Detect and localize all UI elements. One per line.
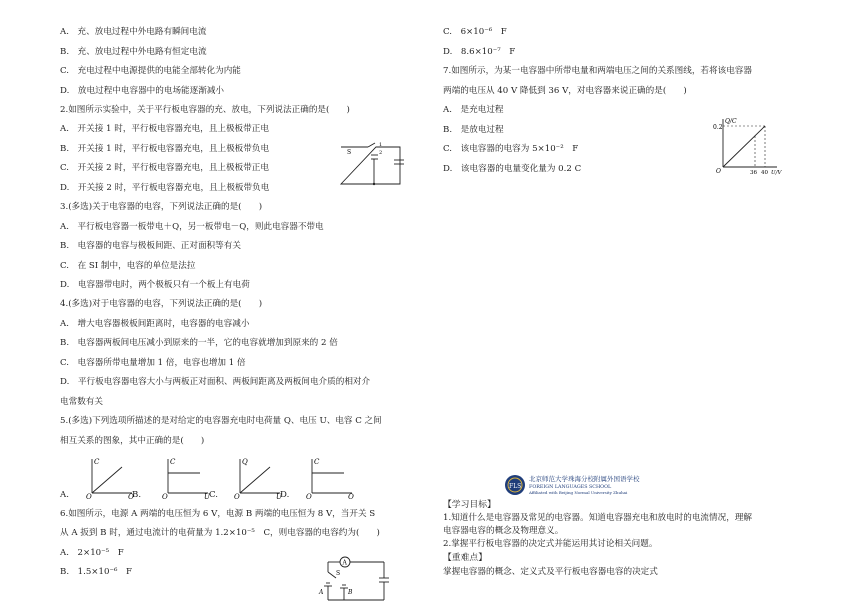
q5-graph-d <box>304 455 356 499</box>
q5b-y-label: C <box>170 458 176 466</box>
q5-option-a: A. <box>60 490 69 500</box>
q5b-origin: O <box>162 493 168 499</box>
q7-origin-label: O <box>716 168 721 175</box>
q7-option-a: A. 是充电过程 <box>443 105 504 115</box>
q7-option-b: B. 是放电过程 <box>443 125 504 135</box>
q2-option-d: D. 开关接 2 时，平行板电容器充电，且上极板带负电 <box>60 183 270 193</box>
q6-option-a: A. 2×10⁻⁵ F <box>60 548 124 558</box>
q1-option-d: D. 放电过程中电容器中的电场能逐渐减小 <box>60 86 225 96</box>
q5-option-c: C. <box>209 490 219 500</box>
q5c-y-label: Q <box>242 458 248 466</box>
q1-option-c: C. 充电过程中电源提供的电能全部转化为内能 <box>60 66 241 76</box>
q7-y-tick-label: 0.2 <box>713 124 723 131</box>
q5c-origin: O <box>234 493 240 499</box>
q7-option-d: D. 该电容器的电量变化量为 0.2 C <box>443 164 582 174</box>
q5-stem-cont: 相互关系的图象，其中正确的是( ) <box>60 436 205 446</box>
q2-option-a: A. 开关接 1 时，平行板电容器充电，且上极板带正电 <box>60 124 269 134</box>
q4-option-c: C. 电容器所带电量增加 1 倍，电容也增加 1 倍 <box>60 358 246 368</box>
q4-stem: 4.(多选)对于电容器的电容，下列说法正确的是( ) <box>60 299 263 309</box>
q4-option-d: D. 平行板电容器电容大小与两板正对面积、两板间距离及两板间电介质的相对介 <box>60 377 371 387</box>
q2-option-c: C. 开关接 2 时，平行板电容器充电，且上极板带正电 <box>60 163 269 173</box>
q2-circuit-diagram <box>338 138 404 186</box>
q4-option-d-cont: 电常数有关 <box>60 397 103 407</box>
q5-option-b: B. <box>132 490 142 500</box>
q2-stem: 2.如图所示实验中，关于平行板电容器的充、放电，下列说法正确的是( ) <box>60 105 350 115</box>
key-points-heading: 【重难点】 <box>443 553 487 563</box>
q5-option-d: D. <box>280 490 290 500</box>
q5d-x-label: Q <box>348 493 354 499</box>
logo-badge-text: FLS <box>509 483 522 490</box>
q5c-x-label: U <box>276 493 282 499</box>
q5-stem: 5.(多选)下列选项所描述的是对给定的电容器充电时电荷量 Q、电压 U、电容 C 之间 <box>60 416 382 426</box>
q6-galvanometer-label: A <box>342 559 347 567</box>
q2-option-b: B. 开关接 1 时，平行板电容器充电，且上极板带负电 <box>60 144 270 154</box>
q1-option-a: A. 充、放电过程中外电路有瞬间电流 <box>60 27 207 37</box>
school-logo <box>505 474 705 496</box>
q6-source-a-label: A <box>319 589 324 596</box>
q5-graph-b <box>160 455 212 499</box>
q6-switch-label: S <box>336 570 341 577</box>
q6-option-c: C. 6×10⁻⁶ F <box>443 27 507 37</box>
q6-circuit-diagram <box>318 548 390 604</box>
q7-x-tick-40: 40 <box>761 170 768 175</box>
q6-stem-cont: 从 A 扳到 B 时，通过电流计的电荷量为 1.2×10⁻⁵ C，则电容器的电容约为( ) <box>60 528 380 538</box>
q5-graph-a <box>84 455 136 499</box>
q5d-y-label: C <box>314 458 320 466</box>
objective-1-cont: 电容器电容的概念及物理意义。 <box>443 526 564 536</box>
q3-option-d: D. 电容器带电时，两个极板只有一个板上有电荷 <box>60 280 250 290</box>
q1-option-b: B. 充、放电过程中外电路有恒定电流 <box>60 47 207 57</box>
q6-stem: 6.如图所示，电源 A 两端的电压恒为 6 V，电源 B 两端的电压恒为 8 V，当开关 S <box>60 509 376 519</box>
q3-option-b: B. 电容器的电容与极板间距、正对面积等有关 <box>60 241 241 251</box>
q6-source-b-label: B <box>348 589 353 596</box>
q4-option-b: B. 电容器两板间电压减小到原来的一半，它的电容就增加到原来的 2 倍 <box>60 338 338 348</box>
q5a-origin: O <box>86 493 92 499</box>
q6-option-d: D. 8.6×10⁻⁷ F <box>443 47 516 57</box>
logo-affiliation: Affiliated with Beijing Normal University Zhuhai <box>529 490 628 495</box>
objectives-heading: 【学习目标】 <box>443 500 496 510</box>
q5b-x-label: U <box>204 493 210 499</box>
q2-contact-1-label: 1 <box>379 142 383 148</box>
school-logo-graphic <box>505 474 705 496</box>
logo-school-name-en: FOREIGN LANGUAGES SCHOOL <box>529 485 612 490</box>
q2-switch-label: S <box>347 149 352 156</box>
q5a-x-label: Q <box>128 493 134 499</box>
q7-stem-cont: 两端的电压从 40 V 降低到 36 V，对电容器来说正确的是( ) <box>443 86 687 96</box>
q7-x-axis-label: U/V <box>771 170 782 175</box>
objective-2: 2.掌握平行板电容器的决定式并能运用其讨论相关问题。 <box>443 539 658 549</box>
logo-school-name-cn: 北京师范大学珠海分校附属外国语学校 <box>529 475 640 483</box>
q3-option-a: A. 平行板电容器一板带电＋Q，另一板带电－Q，则此电容器不带电 <box>60 222 324 232</box>
q5-graph-c <box>232 455 284 499</box>
q5d-origin: O <box>306 493 312 499</box>
q7-qu-graph <box>713 115 783 175</box>
q7-x-tick-36: 36 <box>750 170 757 175</box>
q7-stem: 7.如图所示，为某一电容器中所带电量和两端电压之间的关系图线，若将该电容器 <box>443 66 752 76</box>
q7-y-axis-label: Q/C <box>725 118 737 125</box>
q3-option-c: C. 在 SI 制中，电容的单位是法拉 <box>60 261 196 271</box>
q7-option-c: C. 该电容器的电容为 5×10⁻² F <box>443 144 579 154</box>
key-points-text: 掌握电容器的概念、定义式及平行板电容器电容的决定式 <box>443 567 658 577</box>
objective-1: 1.知道什么是电容器及常见的电容器。知道电容器充电和放电时的电流情况，理解 <box>443 513 752 523</box>
q6-option-b: B. 1.5×10⁻⁶ F <box>60 567 132 577</box>
q4-option-a: A. 增大电容器极板间距离时，电容器的电容减小 <box>60 319 250 329</box>
q3-stem: 3.(多选)关于电容器的电容，下列说法正确的是( ) <box>60 202 263 212</box>
q2-contact-2-label: 2 <box>379 150 383 156</box>
q5a-y-label: C <box>94 458 100 466</box>
